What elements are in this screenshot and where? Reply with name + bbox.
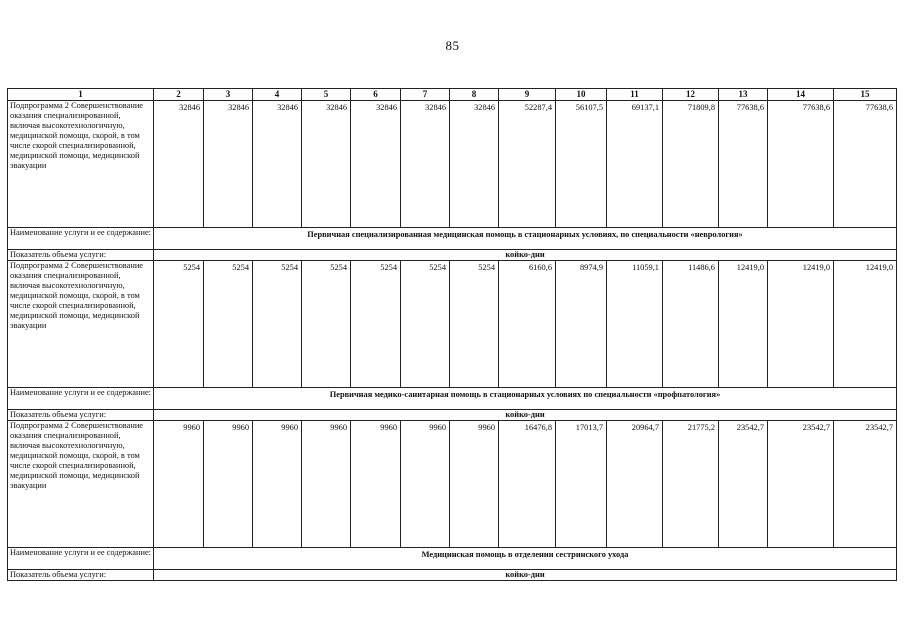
column-header: 7 [401,89,450,101]
value-cell: 77638,6 [768,101,834,228]
value-cell: 9960 [253,421,302,548]
value-cell: 56107,5 [556,101,607,228]
indicator-row [8,250,897,261]
service-name: Первичная специализированная медицинская помощь в стационарных условиях, по специальности «неврология» [154,228,897,250]
column-header: 2 [154,89,204,101]
value-cell: 5254 [253,261,302,388]
column-header: 15 [834,89,897,101]
value-cell: 12419,0 [834,261,897,388]
column-header: 11 [607,89,663,101]
value-cell: 21775,2 [663,421,719,548]
column-header: 6 [351,89,401,101]
data-row [8,101,897,228]
value-cell: 69137,1 [607,101,663,228]
indicator-unit: койко-дни [154,250,897,261]
value-cell: 9960 [302,421,351,548]
column-header: 5 [302,89,351,101]
value-cell: 23542,7 [719,421,768,548]
value-cell: 5254 [204,261,253,388]
value-cell: 71809,8 [663,101,719,228]
value-cell: 9960 [450,421,499,548]
value-cell: 77638,6 [719,101,768,228]
value-cell: 5254 [302,261,351,388]
column-header: 3 [204,89,253,101]
service-label: Наименование услуги и ее содержание: [8,548,154,570]
column-header: 9 [499,89,556,101]
indicator-label: Показатель объема услуги: [8,250,154,261]
value-cell: 12419,0 [768,261,834,388]
value-cell: 5254 [351,261,401,388]
header-row [8,89,897,101]
service-label: Наименование услуги и ее содержание: [8,228,154,250]
value-cell: 8974,9 [556,261,607,388]
data-row [8,421,897,548]
indicator-unit: койко-дни [154,570,897,581]
indicator-label: Показатель объема услуги: [8,570,154,581]
column-header: 8 [450,89,499,101]
value-cell: 32846 [253,101,302,228]
program-description: Подпрограмма 2 Совершенствование оказания специализированной, включая высокотехнологичную, медицинской помощи, скорой, в том числе скорой специализированной, медицинской помощи, медицинской эвакуации [8,421,154,548]
value-cell: 16476,8 [499,421,556,548]
service-row [8,548,897,570]
indicator-label: Показатель объема услуги: [8,410,154,421]
value-cell: 77638,6 [834,101,897,228]
service-row [8,388,897,410]
indicator-unit: койко-дни [154,410,897,421]
value-cell: 9960 [401,421,450,548]
value-cell: 23542,7 [768,421,834,548]
data-row [8,261,897,388]
page-number: 85 [445,38,460,53]
data-table [7,88,897,581]
column-header: 14 [768,89,834,101]
value-cell: 11059,1 [607,261,663,388]
value-cell: 5254 [401,261,450,388]
program-description: Подпрограмма 2 Совершенствование оказания специализированной, включая высокотехнологичную, медицинской помощи, скорой, в том числе скорой специализированной, медицинской помощи, медицинской эвакуации [8,261,154,388]
value-cell: 23542,7 [834,421,897,548]
indicator-row [8,570,897,581]
value-cell: 11486,6 [663,261,719,388]
value-cell: 12419,0 [719,261,768,388]
value-cell: 32846 [204,101,253,228]
service-label: Наименование услуги и ее содержание: [8,388,154,410]
column-header: 1 [8,89,154,101]
value-cell: 6160,6 [499,261,556,388]
value-cell: 9960 [154,421,204,548]
value-cell: 5254 [154,261,204,388]
column-header: 4 [253,89,302,101]
service-row [8,228,897,250]
value-cell: 32846 [450,101,499,228]
column-header: 13 [719,89,768,101]
value-cell: 32846 [154,101,204,228]
column-header: 12 [663,89,719,101]
value-cell: 32846 [401,101,450,228]
value-cell: 9960 [351,421,401,548]
service-name: Первичная медико-санитарная помощь в стационарных условиях по специальности «профпатология» [154,388,897,410]
value-cell: 20964,7 [607,421,663,548]
value-cell: 17013,7 [556,421,607,548]
program-description: Подпрограмма 2 Совершенствование оказания специализированной, включая высокотехнологичную, медицинской помощи, скорой, в том числе скорой специализированной, медицинской помощи, медицинской эвакуации [8,101,154,228]
service-name: Медицинская помощь в отделении сестринского ухода [154,548,897,570]
value-cell: 5254 [450,261,499,388]
value-cell: 32846 [351,101,401,228]
column-header: 10 [556,89,607,101]
value-cell: 9960 [204,421,253,548]
indicator-row [8,410,897,421]
value-cell: 52287,4 [499,101,556,228]
value-cell: 32846 [302,101,351,228]
